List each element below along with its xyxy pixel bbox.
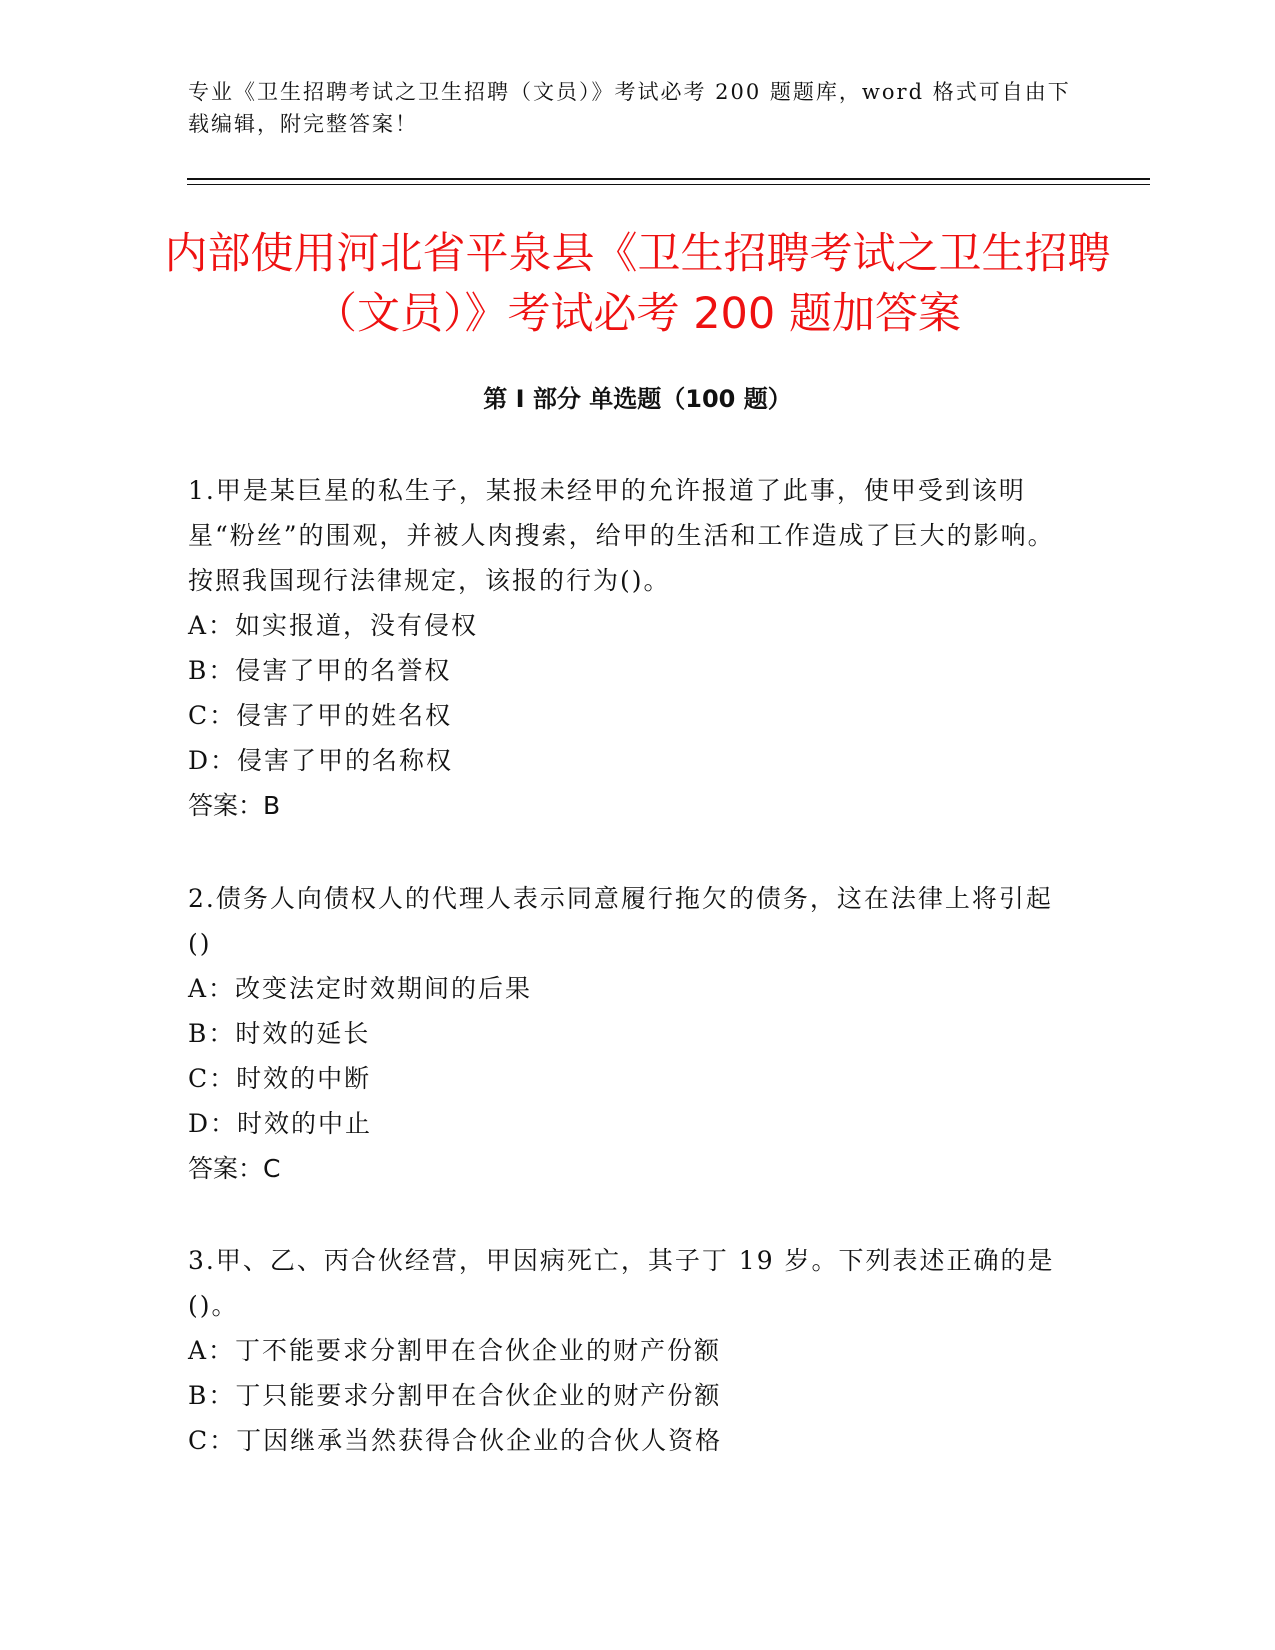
header-divider-thick bbox=[187, 178, 1150, 180]
question-stem: 3.甲、乙、丙合伙经营，甲因病死亡，其子丁 19 岁。下列表述正确的是()。 bbox=[188, 1246, 1055, 1320]
option-a: A：如实报道，没有侵权 bbox=[188, 611, 479, 640]
document-title: 内部使用河北省平泉县《卫生招聘考试之卫生招聘（文员）》考试必考 200 题加答案 bbox=[164, 229, 1111, 339]
option-c: C：侵害了甲的姓名权 bbox=[188, 701, 453, 730]
question-3 bbox=[188, 1238, 1068, 1463]
section-heading: 第 I 部分 单选题（100 题） bbox=[483, 385, 792, 413]
answer: 答案：B bbox=[188, 791, 281, 820]
option-d: D：侵害了甲的名称权 bbox=[188, 746, 454, 775]
option-a: A：改变法定时效期间的后果 bbox=[188, 974, 533, 1003]
answer: 答案：C bbox=[188, 1154, 281, 1183]
option-b: B：侵害了甲的名誉权 bbox=[188, 656, 452, 685]
question-stem: 1.甲是某巨星的私生子，某报未经甲的允许报道了此事，使甲受到该明星“粉丝”的围观，并被人肉搜索，给甲的生活和工作造成了巨大的影响。按照我国现行法律规定，该报的行为()。 bbox=[188, 476, 1055, 595]
option-a: A：丁不能要求分割甲在合伙企业的财产份额 bbox=[188, 1336, 722, 1365]
option-c: C：时效的中断 bbox=[188, 1064, 372, 1093]
option-d: D：时效的中止 bbox=[188, 1109, 373, 1138]
option-b: B：时效的延长 bbox=[188, 1019, 371, 1048]
header-note: 专业《卫生招聘考试之卫生招聘（文员）》考试必考 200 题题库，word 格式可自由下载编辑，附完整答案！ bbox=[188, 80, 1071, 136]
option-b: B：丁只能要求分割甲在合伙企业的财产份额 bbox=[188, 1381, 722, 1410]
option-c: C：丁因继承当然获得合伙企业的合伙人资格 bbox=[188, 1426, 723, 1455]
question-1 bbox=[188, 468, 1068, 828]
question-stem: 2.债务人向债权人的代理人表示同意履行拖欠的债务，这在法律上将引起() bbox=[188, 884, 1053, 958]
header-divider-thin bbox=[187, 184, 1150, 185]
question-2 bbox=[188, 876, 1068, 1191]
